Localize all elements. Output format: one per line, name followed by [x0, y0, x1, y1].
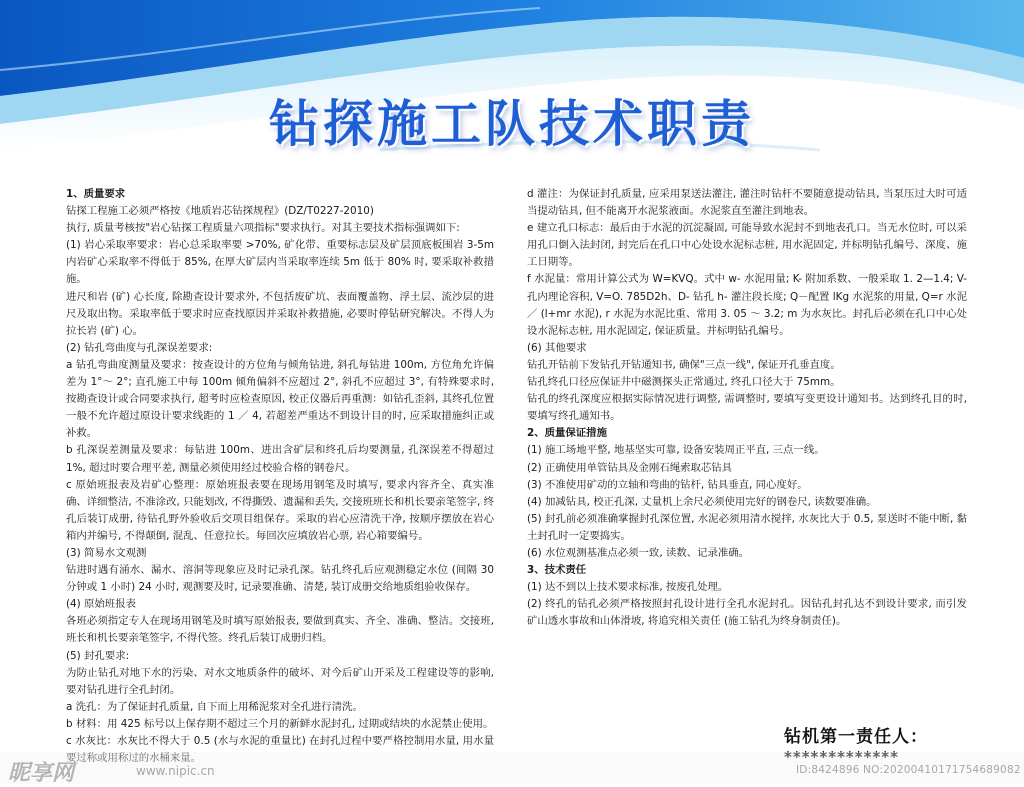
paragraph: (1) 岩心采取率要求：岩心总采取率要 >70%, 矿化带、重要标志层及矿层顶底板围岩 3-5m 内岩矿心采取率不得低于 85%, 在厚大矿层内当采取率连续 5m 低于 80% 时, 要采取补救措施。	[66, 239, 494, 286]
paragraph: (5) 封孔要求:	[66, 649, 130, 662]
title-container	[0, 84, 1024, 156]
paragraph: (2) 钻孔弯曲度与孔深误差要求:	[66, 341, 213, 354]
right-column	[527, 186, 967, 630]
paragraph: 2、质量保证措施	[527, 427, 607, 440]
paragraph: (3) 不准使用矿动的立轴和弯曲的钻杆, 钻具垂直, 同心度好。	[527, 478, 808, 491]
paragraph: b 材料：用 425 标号以上保存期不超过三个月的新鲜水泥封孔, 过期或结块的水泥禁止使用。	[66, 717, 494, 730]
page-title: 钻探施工队技术职责	[269, 95, 755, 153]
paragraph: (4) 原始班报表	[66, 598, 136, 611]
paragraph: 钻探工程施工必须严格按《地质岩芯钻探规程》(DZ/T0227-2010)	[66, 205, 374, 218]
paragraph: a 洗孔：为了保证封孔质量, 自下而上用稀泥浆对全孔进行清洗。	[66, 700, 363, 713]
paragraph: (5) 封孔前必须准确掌握封孔深位置, 水泥必须用清水搅拌, 水灰比大于 0.5, 泵送时不能中断, 黏土封孔时一定要捣实。	[527, 512, 967, 542]
paragraph: c 原始班报表及岩矿心整理：原始班报表要在现场用钢笔及时填写, 要求内容齐全、真实准确、详细整洁, 不准涂改, 只能划改, 不得撕毁、遗漏和丢失, 交接班班长和机长要亲笔签字, 终孔后装订成册, 待钻孔野外验收后交项目组保存。采取的岩心应清洗干净, 按顺序摆放在岩心箱内并编号, 不得颠倒, 混乱、任意拉长。每回次应填放岩心票, 岩心箱要编号。	[66, 478, 494, 542]
paragraph: e 建立孔口标志：最后由于水泥的沉淀凝固, 可能导致水泥封不到地表孔口。当无水位时, 可以采用孔口倒入法封闭, 封完后在孔口中心处设水泥标志桩, 用水泥固定, 并标明钻孔编号、深度、施工日期等。	[527, 222, 967, 269]
paragraph: 3、技术责任	[527, 564, 587, 577]
paragraph: (2) 终孔的钻孔必须严格按照封孔设计进行全孔水泥封孔。因钻孔封孔达不到设计要求, 而引发矿山透水事故和山体滑坡, 将追究相关责任 (施工钻孔为终身制责任)。	[527, 598, 967, 628]
paragraph: (6) 其他要求	[527, 341, 587, 354]
paragraph: d 灌注：为保证封孔质量, 应采用泵送法灌注, 灌注时钻杆不要随意提动钻具, 当泵压过大时可适当提动钻具, 但不能离开水泥浆液面。水泥浆直至灌注到地表。	[527, 188, 967, 218]
paragraph: 1、质量要求	[66, 188, 126, 200]
paragraph: 进尺和岩 (矿) 心长度, 除勘查设计要求外, 不包括废矿坑、表面覆盖物、浮土层、流沙层的进尺及取出物。采取率低于要求时应查找原因并采取补救措施, 必要时停钻研究解决。不得人为拉长岩 (矿) 心。	[66, 290, 494, 337]
paragraph: (4) 加减钻具, 校正孔深, 丈量机上余尺必须使用完好的钢卷尺, 读数要准确。	[527, 495, 877, 508]
paragraph: 执行, 质量考核按"岩心钻探工程质量六项指标"要求执行。对其主要技术指标强调如下:	[66, 222, 460, 235]
paragraph: b 孔深误差测量及要求：每钻进 100m、进出含矿层和终孔后均要测量, 孔深误差不得超过 1%, 超过时要合理平差, 测量必须使用经过校验合格的钢卷尺。	[66, 444, 494, 474]
paragraph: c 水灰比：水灰比不得大于 0.5 (水与水泥的重量比) 在封孔过程中要严格控制用水量, 用水量要过称或用称过的水桶来量。	[66, 735, 494, 765]
paragraph: (1) 施工场地平整, 地基坚实可靠, 设备安装周正平直, 三点一线。	[527, 444, 825, 457]
paragraph: (3) 简易水文观测	[66, 546, 147, 559]
paragraph: 钻孔终孔口径应保证井中磁测探头正常通过, 终孔口径大于 75mm。	[527, 376, 841, 389]
paragraph: a 钻孔弯曲度测量及要求：按查设计的方位角与倾角钻进, 斜孔每钻进 100m, 方位角允许偏差为 1°～ 2°; 直孔施工中每 100m 倾角偏斜不应超过 2°, 斜孔不应超过 3°, 有特殊要求时, 按勘查设计或合同要求执行, 超考时应检查原因, 校正仪器后再重测：如钻孔歪斜, 其终孔位置一般不允许超过原设计要求线距的 1 ／ 4, 若超差严重达不到设计目的时, 应采取措施纠正或补救。	[66, 358, 494, 440]
paragraph: f 水泥量：常用计算公式为 W=KVQ。式中 w- 水泥用量; K- 附加系数、一般采取 1. 2—1.4; V- 孔内理论容积, V=O. 785D2h、D- 钻孔 h- 灌注段长度; Q－配置 lKg 水泥浆的用量, Q=r 水泥／ (l+mr 水泥), r 水泥为水泥比重、常用 3. 05 ～ 3.2; m 为水灰比。封孔后必须在孔口中心处设水泥标志桩, 用水泥固定, 保证质量。并标明钻孔编号。	[527, 273, 967, 337]
watermark-logo: 昵享网	[8, 760, 75, 786]
paragraph: (1) 达不到以上技术要求标准, 按废孔处理。	[527, 581, 729, 594]
paragraph: 钻孔的终孔深度应根据实际情况进行调整, 需调整时, 要填写变更设计通知书。达到终孔目的时, 要填写终孔通知书。	[527, 393, 967, 423]
paragraph: 各班必须指定专人在现场用钢笔及时填写原始报表, 要做到真实、齐全、准确、整洁。交接班, 班长和机长要亲笔签字, 不得代签。终孔后装订成册归档。	[66, 615, 494, 645]
watermark-id: ID:8424896 NO:20200410171754689082	[796, 764, 1021, 776]
paragraph: (6) 水位观测基准点必须一致, 读数、记录准确。	[527, 546, 750, 559]
signature-value: *************	[784, 748, 899, 766]
watermark-url: www.nipic.cn	[136, 764, 215, 778]
paragraph: 钻孔开钻前下发钻孔开钻通知书, 确保"三点一线", 保证开孔垂直度。	[527, 358, 841, 371]
paragraph: (2) 正确使用单管钻具及金刚石绳索取芯钻具	[527, 461, 733, 474]
left-column	[66, 186, 494, 767]
paragraph: 钻进时遇有涌水、漏水、溶洞等现象应及时记录孔深。钻孔终孔后应观测稳定水位 (间隔 30 分钟或 1 小时) 24 小时, 观测要及时, 记录要准确、清楚, 装订成册交给地质组验收保存。	[66, 564, 494, 594]
paragraph: 为防止钻孔对地下水的污染、对水文地质条件的破坏、对今后矿山开采及工程建设等的影响, 要对钻孔进行全孔封闭。	[66, 666, 494, 696]
signature-label: 钻机第一责任人：	[784, 727, 928, 747]
